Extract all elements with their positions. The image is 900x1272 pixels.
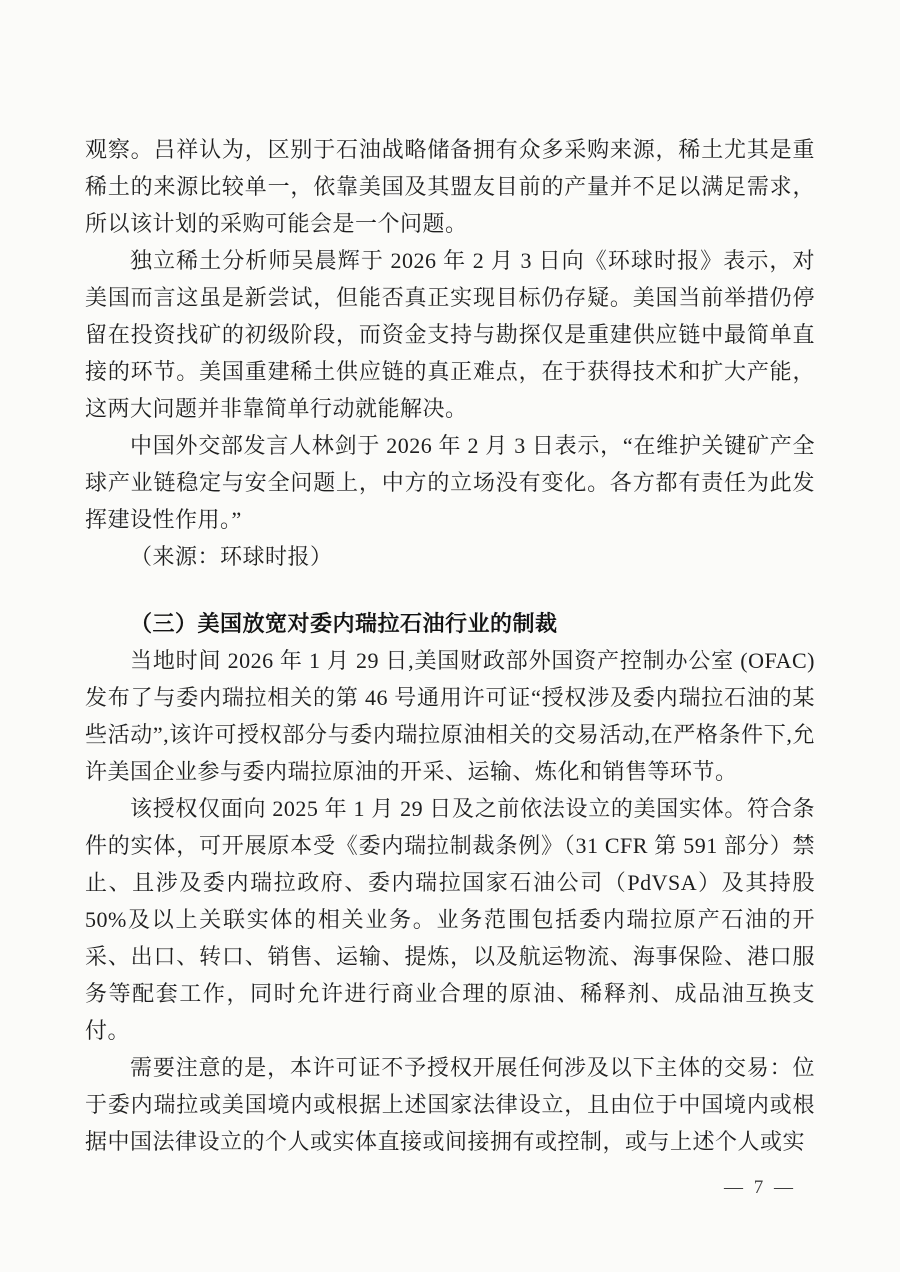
section-heading: （三）美国放宽对委内瑞拉石油行业的制裁 (130, 611, 558, 636)
paragraph-ofac-license: 当地时间 2026 年 1 月 29 日,美国财政部外国资产控制办公室 (OFAC)发布了与委内瑞拉相关的第 46 号通用许可证“授权涉及委内瑞拉石油的某些活动”,该许可授权部分与委内瑞拉原油相关的交易活动,在严格条件下,允许美国企业参与委内瑞拉原油的开采、运输、炼化和销售等环节。 (85, 648, 815, 784)
source-attribution: （来源：环球时报） (130, 544, 333, 569)
paragraph-license-exclusions: 需要注意的是，本许可证不予授权开展任何涉及以下主体的交易：位于委内瑞拉或美国境内或根据上述国家法律设立，且由位于中国境内或根据中国法律设立的个人或实体直接或间接拥有或控制，或与上述个人或实 (85, 1055, 815, 1154)
paragraph-continuation: 观察。吕祥认为，区别于石油战略储备拥有众多采购来源，稀土尤其是重稀土的来源比较单一，依靠美国及其盟友目前的产量并不足以满足需求，所以该计划的采购可能会是一个问题。 (85, 137, 815, 236)
paragraph-license-scope: 该授权仅面向 2025 年 1 月 29 日及之前依法设立的美国实体。符合条件的实体，可开展原本受《委内瑞拉制裁条例》（31 CFR 第 591 部分）禁止、且涉及委内瑞拉政府、委内瑞拉国家石油公司（PdVSA）及其持股50%及以上关联实体的相关业务。业务范围包括委内瑞拉原产石油的开采、出口、转口、销售、运输、提炼，以及航运物流、海事保险、港口服务等配套工作，同时允许进行商业合理的原油、稀释剂、成品油互换支付。 (85, 796, 815, 1043)
page-number: — 7 — (724, 1177, 796, 1198)
paragraph-mofa-statement: 中国外交部发言人林剑于 2026 年 2 月 3 日表示，“在维护关键矿产全球产业链稳定与安全问题上，中方的立场没有变化。各方都有责任为此发挥建设性作用。” (85, 433, 815, 532)
paragraph-analyst-comment: 独立稀土分析师吴晨辉于 2026 年 2 月 3 日向《环球时报》表示，对美国而言这虽是新尝试，但能否真正实现目标仍存疑。美国当前举措仍停留在投资找矿的初级阶段，而资金支持与勘探仅是重建供应链中最简单直接的环节。美国重建稀土供应链的真正难点，在于获得技术和扩大产能，这两大问题并非靠简单行动就能解决。 (85, 248, 815, 421)
document-body (85, 131, 815, 1160)
